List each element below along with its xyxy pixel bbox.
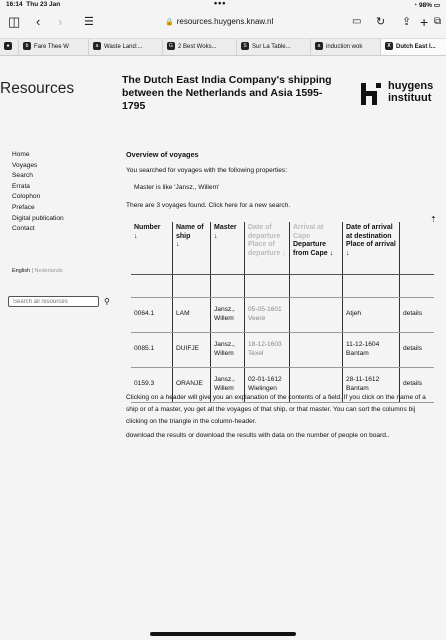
header-ship[interactable]: Name of ship ↓ (173, 222, 211, 274)
tab-induction-wok[interactable]: a induction wok (310, 39, 383, 55)
table-explanation: Clicking on a header will give you an explanation of the contents of a field. If you click on the name of a ship or of a master, you get all the voyages of that ship, or that master. You can sort the columns bij clicking on the triangle in the column-header. (126, 394, 426, 425)
cell-departure: 02-01-1612 Wielingen (245, 367, 290, 402)
sidebar-nav (12, 150, 64, 235)
cell-cape (290, 332, 343, 367)
cell-number: 0159.3 (131, 367, 173, 402)
download-results-link[interactable]: download the results (126, 432, 187, 439)
page-title: The Dutch East India Company's shipping between the Netherlands and Asia 1595-1795 (122, 74, 332, 112)
battery-indicator: ◔ 98% ▭ (413, 2, 440, 9)
reader-icon[interactable]: ▭ (352, 16, 362, 27)
download-or-text: or (188, 432, 195, 439)
sidebar-item-digital-publication[interactable]: Digital publication (12, 214, 64, 222)
tab-sur-la-table[interactable]: S Sur La Table... (236, 39, 313, 55)
sidebar-item-preface[interactable]: Preface (12, 203, 35, 211)
tab-overview-icon[interactable]: ☰ (84, 16, 94, 28)
table-spacer-row (131, 274, 434, 297)
huygens-logo-text[interactable] (388, 80, 433, 104)
new-tab-icon[interactable]: + (420, 14, 429, 30)
reload-icon[interactable]: ↻ (376, 16, 386, 28)
header-cape[interactable]: Arrival at Cape Departure from Cape ↓ (290, 222, 343, 274)
results-count-text: There are 3 voyages found. (126, 202, 207, 209)
tab-best-woks[interactable]: G 2 Best Woks... (162, 39, 239, 55)
site-title[interactable]: Resources (0, 80, 75, 97)
search-criteria: Master is like 'Jansz., Willem' (134, 184, 220, 191)
cell-master-link[interactable]: Jansz., Willem (211, 367, 245, 402)
lock-icon: 🔒 (165, 19, 174, 26)
tab-favicon-icon: a (93, 42, 101, 50)
cell-arrival: 28-11-1612 Bantam (343, 367, 400, 402)
cell-master-link[interactable]: Jansz., Willem (211, 332, 245, 367)
cell-arrival: 11-12-1604 Bantam (343, 332, 400, 367)
cell-departure: 18-12-1603 Texel (245, 332, 290, 367)
logo-line-2: instituut (388, 92, 432, 104)
details-link[interactable]: details (400, 367, 435, 402)
cell-ship-link[interactable]: DUIFJE (173, 332, 211, 367)
home-indicator[interactable] (150, 632, 296, 636)
status-time: 16:14 Thu 23 Jan (6, 1, 61, 8)
sidebar-item-search[interactable]: Search (12, 172, 33, 180)
header-master[interactable]: Master ↓ (211, 222, 245, 274)
table-row (131, 297, 434, 332)
overview-heading: Overview of voyages (126, 150, 199, 159)
download-people-link[interactable]: download the results with data on the number of people on board.. (196, 432, 390, 439)
details-link[interactable]: details (400, 332, 435, 367)
results-count (126, 202, 290, 209)
cell-ship-link[interactable]: ORANJE (173, 367, 211, 402)
voyages-table (131, 222, 434, 403)
table-row (131, 332, 434, 367)
tab-favicon-icon: X (385, 42, 393, 50)
search-icon[interactable]: ⚲ (104, 297, 110, 306)
header-departure[interactable]: Date of departure Place of departure ↓ (245, 222, 290, 274)
tab-dutch-east-india[interactable]: X Dutch East I... (380, 39, 446, 55)
new-search-link[interactable]: Click here for a new search. (208, 202, 291, 209)
sidebar-item-contact[interactable]: Contact (12, 225, 35, 233)
tab-waste-land[interactable]: a Waste Land:... (88, 39, 165, 55)
sidebar-item-voyages[interactable]: Voyages (12, 161, 38, 169)
cell-cape (290, 297, 343, 332)
details-link[interactable]: details (400, 297, 435, 332)
lang-separator: | (31, 268, 34, 274)
searched-text: You searched for voyages with the following properties: (126, 167, 288, 174)
cell-master-link[interactable]: Jansz., Willem (211, 297, 245, 332)
cell-number: 0064.1 (131, 297, 173, 332)
language-switch (12, 268, 63, 274)
lang-nederlands[interactable]: Nederlands (34, 268, 63, 274)
lang-english[interactable]: English (12, 268, 31, 274)
search-input[interactable] (8, 296, 99, 307)
tab-fare-thee[interactable]: b Fare Thee W (18, 39, 91, 55)
tab-bar (0, 38, 446, 56)
tab-favicon-icon: S (241, 42, 249, 50)
forward-icon[interactable]: › (58, 14, 63, 29)
tabs-icon[interactable]: ⧉ (434, 16, 442, 27)
download-links (126, 430, 390, 442)
huygens-logo-icon[interactable] (361, 83, 381, 105)
address-bar[interactable]: 🔒 resources.huygens.knaw.nl (165, 17, 274, 26)
tab-favicon-icon: G (167, 42, 175, 50)
sidebar-item-errata[interactable]: Errata (12, 182, 30, 190)
tab-pinned-icon: ● (4, 42, 12, 50)
header-number[interactable]: Number ↓ (131, 222, 173, 274)
sidebar-item-colophon[interactable]: Colophon (12, 193, 41, 201)
back-icon[interactable]: ‹ (36, 14, 41, 29)
header-arrival[interactable]: Date of arrival at destination Place of arrival ↓ (343, 222, 400, 274)
logo-line-1: huygens (388, 80, 434, 92)
sidebar-item-home[interactable]: Home (12, 151, 30, 158)
browser-toolbar (0, 12, 446, 34)
multitask-dots[interactable]: ••• (214, 0, 227, 8)
tab-favicon-icon: b (23, 42, 31, 50)
scroll-top-icon[interactable]: ⇡ (430, 215, 437, 224)
status-bar (0, 0, 446, 12)
cell-arrival: Atjeh (343, 297, 400, 332)
sidebar-icon[interactable]: ◫ (8, 14, 21, 29)
header-details (400, 222, 435, 274)
cell-departure: 05-05-1601 Veere (245, 297, 290, 332)
share-icon[interactable]: ⇪ (402, 16, 412, 28)
cell-ship-link[interactable]: LAM (173, 297, 211, 332)
table-header-row (131, 222, 434, 274)
cell-number: 0085.1 (131, 332, 173, 367)
tab-favicon-icon: a (315, 42, 323, 50)
